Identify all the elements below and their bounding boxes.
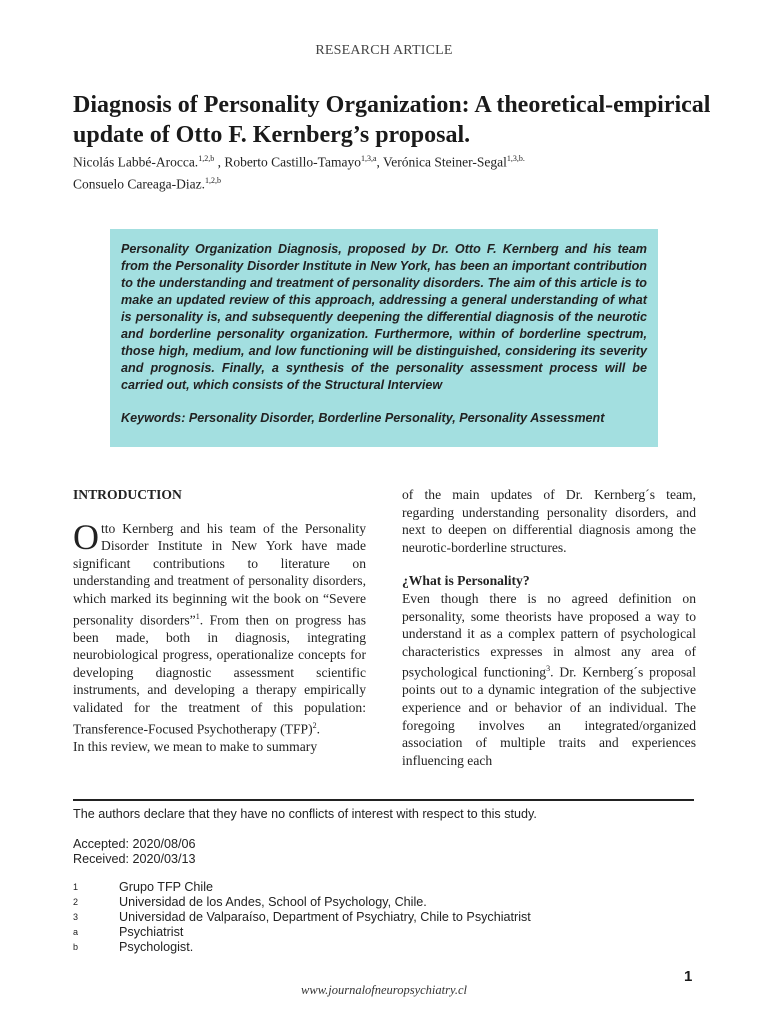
column-left bbox=[73, 486, 366, 755]
affiliation-text: Universidad de los Andes, School of Psychology, Chile. bbox=[119, 895, 427, 909]
author-name: Roberto Castillo-Tamayo bbox=[224, 154, 361, 170]
intro-paragraph-2-start: In this review, we mean to make to summary bbox=[73, 738, 318, 754]
affiliation-mark: 2 bbox=[73, 897, 79, 907]
intro-paragraph-2-continued: of the main updates of Dr. Kernberg´s team, regarding understanding personality disorders, and next to deepen on differential diagnosis among the neurotic-borderline structures. bbox=[402, 487, 696, 555]
affiliation-text: Psychiatrist bbox=[119, 925, 184, 939]
author-name: Consuelo Careaga-Diaz. bbox=[73, 176, 205, 191]
author-affiliation-marks: 1,2,b bbox=[198, 154, 215, 163]
author-affiliation-marks: 1,2,b bbox=[204, 175, 221, 185]
drop-cap: O bbox=[73, 516, 99, 557]
personality-text: . Dr. Kernberg´s proposal points out to a dynamic integration of the subjective experience and or behavior of an individual. The foregoing involves an integrated/organized association of multiple traits and experiences influencing each bbox=[402, 664, 696, 768]
affiliation-text: Grupo TFP Chile bbox=[119, 880, 214, 894]
author-name: Nicolás Labbé-Arocca. bbox=[73, 154, 199, 170]
affiliation-item bbox=[73, 895, 693, 910]
citation-ref: 1 bbox=[195, 611, 200, 621]
submission-dates bbox=[73, 837, 196, 867]
page-number: 1 bbox=[684, 968, 693, 985]
intro-text: . From then on progress has been made, both in diagnosis, integrating neurobiological progress, operationalize concepts for developing diagnostic assessment scientific instruments, and developing a therapy empirically validated for the treatment of this population: Transference-Focused Psychotherapy (TFP) bbox=[73, 612, 366, 737]
author-affiliation-marks: 1,3,b. bbox=[506, 154, 525, 163]
received-date: Received: 2020/03/13 bbox=[73, 852, 196, 866]
footer-divider bbox=[73, 799, 694, 801]
column-right bbox=[402, 486, 696, 769]
citation-ref: 3 bbox=[546, 664, 551, 674]
affiliation-mark: a bbox=[73, 927, 79, 937]
intro-text: tto Kernberg and his team of the Personality Disorder Institute in New York have made significant contributions to literature on understanding and treatment of personality disorders, which marked its beginning wit the book on “Severe personality disorders” bbox=[73, 520, 366, 628]
accepted-date: Accepted: 2020/08/06 bbox=[73, 837, 196, 851]
affiliation-mark: 3 bbox=[73, 912, 79, 922]
affiliation-mark: 1 bbox=[73, 882, 79, 892]
author-name: Verónica Steiner-Segal bbox=[383, 154, 507, 170]
citation-ref: 2 bbox=[312, 720, 317, 730]
author-separator: , bbox=[214, 154, 225, 170]
affiliation-text: Psychologist. bbox=[119, 940, 194, 954]
affiliation-item bbox=[73, 880, 693, 895]
affiliation-text: Universidad de Valparaíso, Department of Psychiatry, Chile to Psychiatrist bbox=[119, 910, 531, 924]
abstract-keywords: Keywords: Personality Disorder, Borderline Personality, Personality Assessment bbox=[121, 411, 605, 425]
article-title: Diagnosis of Personality Organization: A theoretical-empirical update of Otto F. Kernberg’s proposal. bbox=[73, 92, 711, 148]
section-heading-introduction: INTRODUCTION bbox=[73, 487, 182, 502]
journal-website: www.journalofneuropsychiatry.cl bbox=[301, 983, 467, 997]
personality-paragraph bbox=[402, 590, 696, 769]
personality-text: Even though there is no agreed definition on personality, some theorists have proposed a way to understand it as a complex pattern of psychological characteristics expresses in almost any area of psychological functioning bbox=[402, 590, 696, 680]
author-list bbox=[73, 150, 713, 193]
section-heading-personality: ¿What is Personality? bbox=[402, 573, 530, 589]
abstract-box bbox=[110, 229, 658, 447]
affiliations-list bbox=[73, 880, 693, 955]
affiliation-item bbox=[73, 910, 693, 925]
author-separator: , bbox=[376, 154, 384, 170]
article-type-header: RESEARCH ARTICLE bbox=[315, 43, 453, 58]
affiliation-item bbox=[73, 940, 693, 955]
affiliation-mark: b bbox=[73, 942, 79, 952]
intro-text: . bbox=[316, 721, 321, 737]
intro-paragraph-1 bbox=[73, 516, 366, 738]
author-affiliation-marks: 1,3,a bbox=[360, 154, 377, 163]
affiliation-item bbox=[73, 925, 693, 940]
abstract-text: Personality Organization Diagnosis, proposed by Dr. Otto F. Kernberg and his team from the Personality Disorder Institute in New York, has been an important contribution to the understanding and treatment of personality disorders. The aim of this article is to make an updated review of this approach, addressing a general understanding of what is personality is, and subsequently deepening the differential diagnosis of the neurotic and borderline personality organization. Furthermore, within of borderline spectrum, those high, medium, and low functioning will be distinguished, considering its severity and prognosis. Finally, a synthesis of the personality assessment process will be carried out, which consists of the Structural Interview bbox=[121, 242, 647, 392]
conflict-statement: The authors declare that they have no conflicts of interest with respect to this study. bbox=[73, 807, 537, 821]
